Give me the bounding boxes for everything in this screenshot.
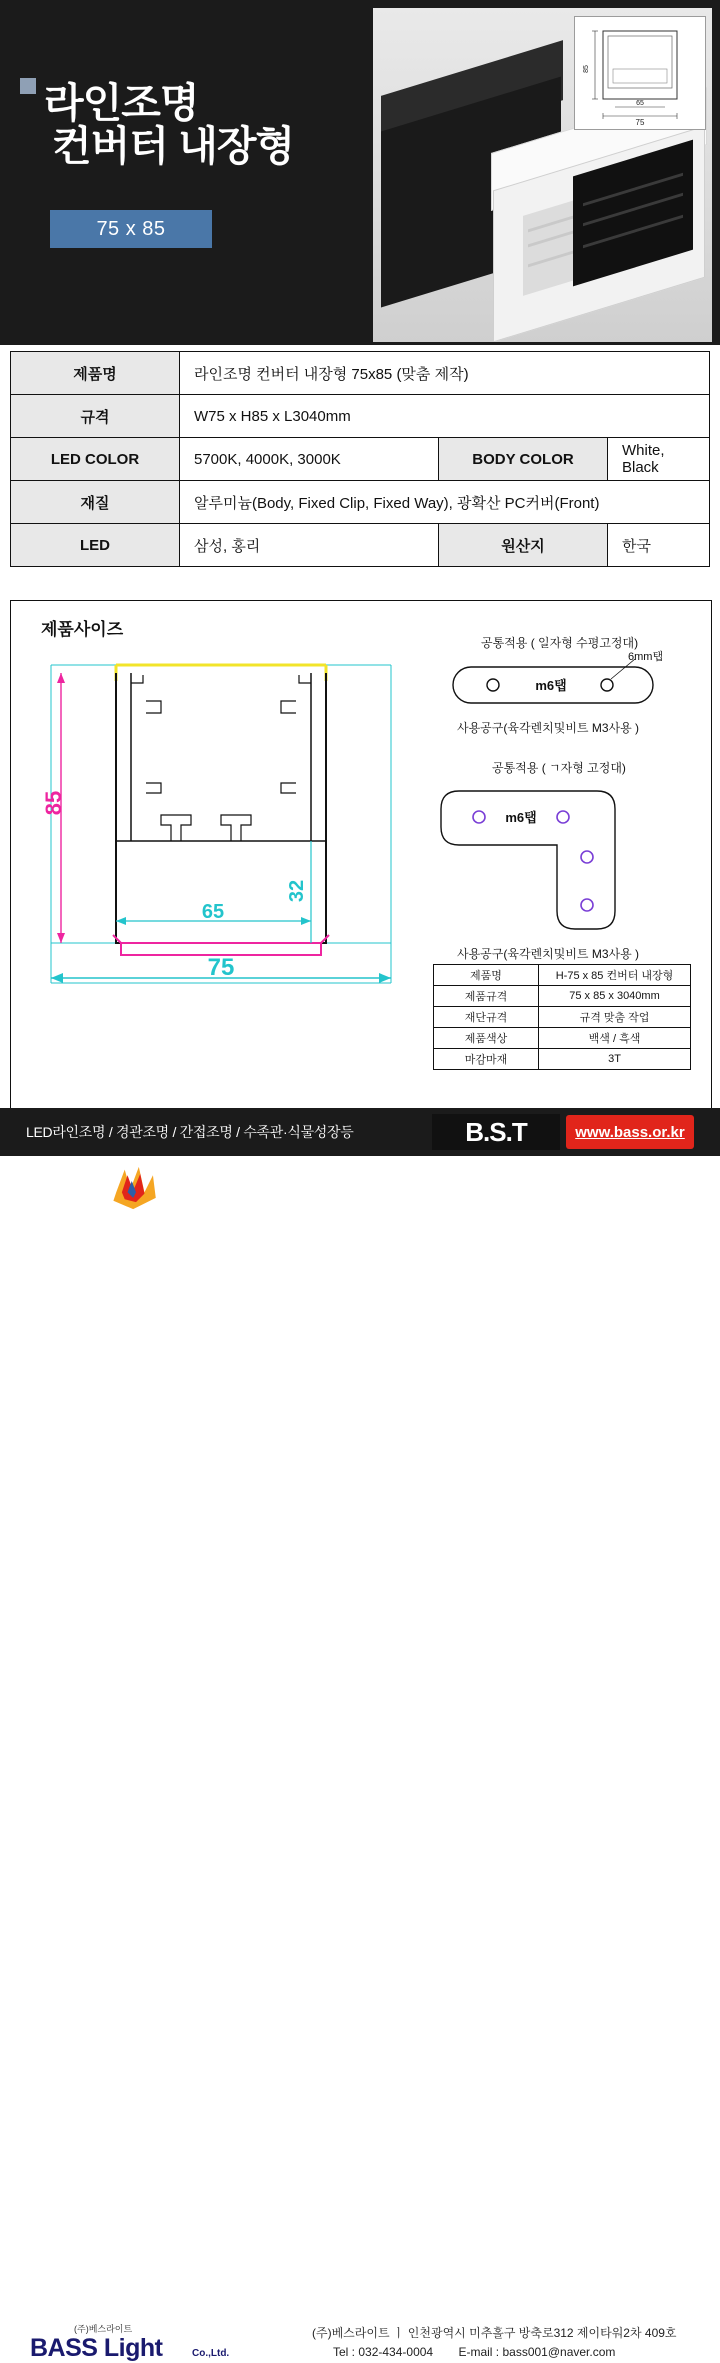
svg-text:m6탭: m6탭	[505, 810, 537, 825]
spec-value-4: 삼성, 홍리	[180, 524, 439, 567]
table-row	[11, 395, 710, 438]
table-row	[434, 1049, 691, 1070]
bracket2-title: 공통적용 ( ㄱ자형 고정대)	[492, 761, 626, 775]
table-row	[11, 438, 710, 481]
tel-value: 032-434-0004	[358, 2345, 434, 2359]
spec-value-3: 알루미늄(Body, Fixed Clip, Fixed Way), 광확산 PC커버(Front)	[180, 481, 710, 524]
drawing-section	[10, 600, 712, 1110]
spec-value-1: W75 x H85 x L3040mm	[180, 395, 710, 438]
footer-categories: LED라인조명 / 경관조명 / 간접조명 / 수족관·식물성장등	[26, 1124, 354, 1140]
svg-text:65: 65	[636, 100, 644, 107]
bass-light-burst-icon	[26, 1164, 246, 1212]
bracket1-tool: 사용공구(육각렌치및비트 M3사용 )	[457, 721, 640, 735]
email-value: bass001@naver.com	[502, 2345, 616, 2359]
spec-key-1: 규격	[11, 395, 180, 438]
table-row	[434, 1007, 691, 1028]
btable-value-2: 규격 맞춤 작업	[539, 1007, 691, 1028]
logo-colimited: Co.,Ltd.	[192, 2348, 230, 2359]
spec-value-2: 5700K, 4000K, 3000K	[180, 438, 439, 481]
spec-value-4b: 한국	[608, 524, 710, 567]
photo-inset-drawing	[574, 16, 706, 130]
bracket-spec-table	[433, 964, 691, 1070]
email-label: E-mail :	[458, 2345, 500, 2359]
hero-title-line1: 라인조명	[44, 79, 199, 126]
table-row	[434, 1028, 691, 1049]
spec-value-0: 라인조명 컨버터 내장형 75x85 (맞춤 제작)	[180, 352, 710, 395]
btable-key-0: 제품명	[434, 965, 539, 986]
hero-title-block	[20, 78, 294, 168]
btable-key-2: 재단규격	[434, 1007, 539, 1028]
bullet-square-icon	[20, 78, 36, 94]
table-row	[434, 986, 691, 1007]
bracket2-drawing	[435, 781, 679, 949]
website-link[interactable]: www.bass.or.kr	[566, 1115, 694, 1149]
btable-value-1: 75 x 85 x 3040mm	[539, 986, 691, 1007]
svg-text:32: 32	[286, 879, 308, 903]
btable-value-3: 백색 / 흑색	[539, 1028, 691, 1049]
svg-text:85: 85	[41, 790, 66, 816]
svg-text:m6탭: m6탭	[535, 678, 567, 693]
btable-key-4: 마감마재	[434, 1049, 539, 1070]
product-photo	[373, 8, 712, 342]
table-row	[11, 481, 710, 524]
spec-key-2b: BODY COLOR	[439, 438, 608, 481]
logo-title: BASS Light	[30, 2334, 163, 2362]
bracket2-tool: 사용공구(육각렌치및비트 M3사용 )	[457, 947, 640, 961]
footer-company	[0, 1156, 720, 2362]
spec-key-4b: 원산지	[439, 524, 608, 567]
company-contact	[333, 2345, 615, 2359]
svg-text:85: 85	[583, 65, 590, 73]
spec-key-2: LED COLOR	[11, 438, 180, 481]
hero-title-line2: 컨버터 내장형	[52, 123, 295, 169]
hero-section	[0, 0, 720, 345]
table-row	[434, 965, 691, 986]
btable-key-1: 제품규격	[434, 986, 539, 1007]
tel-label: Tel :	[333, 2345, 356, 2359]
bst-logo: B.S.T	[432, 1114, 560, 1150]
svg-text:65: 65	[201, 901, 225, 923]
bracket1-title: 공통적용 ( 일자형 수평고정대)	[481, 636, 639, 650]
btable-value-0: H-75 x 85 컨버터 내장형	[539, 965, 691, 986]
size-badge: 75 x 85	[50, 210, 212, 248]
logo-subtitle: (주)베스라이트	[74, 2324, 133, 2334]
company-address: (주)베스라이트 ㅣ 인천광역시 미추홀구 방축로312 제이타워2차 409호	[312, 2326, 677, 2340]
bracket1-drawing	[435, 659, 679, 715]
cross-section-drawing	[21, 643, 421, 1093]
contact-separator	[436, 2345, 455, 2359]
btable-value-4: 3T	[539, 1049, 691, 1070]
spec-table	[10, 351, 710, 567]
spec-key-3: 재질	[11, 481, 180, 524]
spec-value-2b: White, Black	[608, 438, 710, 481]
btable-key-3: 제품색상	[434, 1028, 539, 1049]
table-row	[11, 352, 710, 395]
drawing-title: 제품사이즈	[41, 620, 124, 639]
spec-key-0: 제품명	[11, 352, 180, 395]
inset-drawing-svg	[575, 17, 703, 127]
bracket1-note: 6mm탭	[628, 651, 664, 663]
svg-text:75: 75	[635, 118, 645, 127]
spec-key-4: LED	[11, 524, 180, 567]
svg-text:75: 75	[207, 954, 235, 981]
table-row	[11, 524, 710, 567]
